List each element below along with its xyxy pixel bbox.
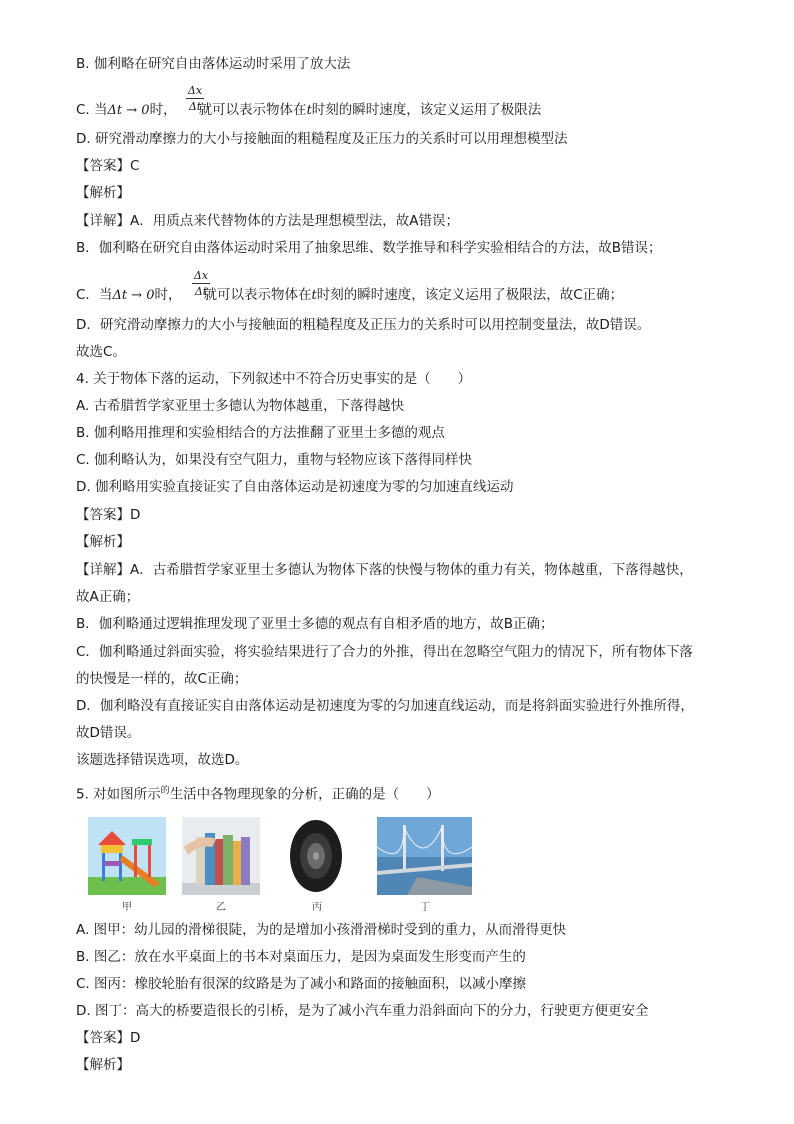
option-c-text-a: 就可以表示物体在 <box>198 102 307 118</box>
q5-option-d: D. 图丁：高大的桥要造很长的引桥，是为了减小汽车重力沿斜面向下的分力，行驶更方便更安全 <box>76 1003 649 1019</box>
books-image <box>182 817 260 895</box>
frac-denominator: Δt <box>188 100 202 113</box>
q5-option-a: A. 图甲：幼儿园的滑梯很陡，为的是增加小孩滑滑梯时受到的重力，从而滑得更快 <box>76 922 567 938</box>
detail-c-shi: 时， <box>154 287 182 303</box>
detail-c-limit: Δt → 0 <box>112 288 155 303</box>
question-5-b: 生活中各物理现象的分析，正确的是（ ） <box>169 786 440 803</box>
question-5 <box>76 782 440 804</box>
option-c-shi: 时， <box>149 102 177 118</box>
delta-x-over-delta-t <box>186 84 204 113</box>
q4-option-b: B. 伽利略用推理和实验相结合的方法推翻了亚里士多德的观点 <box>76 425 445 441</box>
detail-c <box>76 286 623 305</box>
caption-yi: 乙 <box>216 902 226 913</box>
analysis-label: 【解析】 <box>76 185 130 201</box>
q4-detail-c: C．伽利略通过斜面实验，将实验结果进行了合力的外推，得出在忽略空气阻力的情况下，所有物体下落 <box>76 644 693 660</box>
tire-image <box>285 817 347 895</box>
q4-detail-c-cont: 的快慢是一样的，故C正确； <box>76 671 248 687</box>
detail-frac-denominator: Δt <box>194 285 208 298</box>
q4-detail-b: B．伽利略通过逻辑推理发现了亚里士多德的观点有自相矛盾的地方，故B正确； <box>76 616 554 632</box>
detail-c-t: t <box>311 288 317 303</box>
q4-analysis-label: 【解析】 <box>76 534 130 550</box>
q5-analysis-label: 【解析】 <box>76 1057 130 1073</box>
question-5-de: 的 <box>160 786 170 796</box>
detail-c-text-a: 就可以表示物体在 <box>203 287 312 303</box>
question-4: 4. 关于物体下落的运动，下列叙述中不符合历史事实的是（ ） <box>76 371 472 387</box>
q4-option-c: C. 伽利略认为，如果没有空气阻力，重物与轻物应该下落得同样快 <box>76 452 473 468</box>
q4-detail-a: 【详解】A．古希腊哲学家亚里士多德认为物体下落的快慢与物体的重力有关，物体越重，下落得越快， <box>76 562 693 578</box>
q4-conclusion: 该题选择错误选项，故选D。 <box>76 752 249 768</box>
bridge-image <box>377 817 472 895</box>
q4-answer: 【答案】D <box>76 507 141 523</box>
q5-option-c: C. 图丙：橡胶轮胎有很深的纹路是为了减小和路面的接触面积，以减小摩擦 <box>76 976 527 992</box>
caption-jia: 甲 <box>122 902 132 913</box>
caption-bing: 丙 <box>312 902 322 913</box>
detail-c-text-b: 时刻的瞬时速度，该定义运用了极限法，故C正确； <box>316 287 624 303</box>
delta-t-limit: Δt → 0 <box>107 103 150 118</box>
detail-c-fraction <box>192 269 210 298</box>
option-c-prefix: C. 当 <box>76 102 108 118</box>
option-d: D. 研究滑动摩擦力的大小与接触面的粗糙程度及正压力的关系时可以用理想模型法 <box>76 131 568 147</box>
option-b: B. 伽利略在研究自由落体运动时采用了放大法 <box>76 56 351 72</box>
q4-option-a: A. 古希腊哲学家亚里士多德认为物体越重，下落得越快 <box>76 398 405 414</box>
conclusion: 故选C。 <box>76 344 126 360</box>
q4-detail-d-cont: 故D错误。 <box>76 725 141 741</box>
option-c <box>76 101 541 120</box>
detail-d: D．研究滑动摩擦力的大小与接触面的粗糙程度及正压力的关系时可以用控制变量法，故D错误。 <box>76 317 651 333</box>
q5-answer: 【答案】D <box>76 1030 141 1046</box>
option-c-t: t <box>306 103 312 118</box>
q4-option-d: D. 伽利略用实验直接证实了自由落体运动是初速度为零的匀加速直线运动 <box>76 479 514 495</box>
q4-detail-a-cont: 故A正确； <box>76 589 140 605</box>
slide-image <box>88 817 166 895</box>
q4-detail-d: D．伽利略没有直接证实自由落体运动是初速度为零的匀加速直线运动，而是将斜面实验进行外推所得， <box>76 698 694 714</box>
caption-ding: 丁 <box>420 902 430 913</box>
detail-a: 【详解】A．用质点来代替物体的方法是理想模型法，故A错误； <box>76 213 459 229</box>
option-c-text-b: 时刻的瞬时速度，该定义运用了极限法 <box>311 102 542 118</box>
frac-numerator: Δx <box>187 84 203 97</box>
question-5-a: 5. 对如图所示 <box>76 786 161 803</box>
detail-frac-bar <box>192 283 210 284</box>
q5-option-b: B. 图乙：放在水平桌面上的书本对桌面压力，是因为桌面发生形变而产生的 <box>76 949 526 965</box>
detail-b: B．伽利略在研究自由落体运动时采用了抽象思维、数学推导和科学实验相结合的方法，故B错误； <box>76 240 662 256</box>
frac-bar <box>186 98 204 99</box>
detail-frac-numerator: Δx <box>193 269 209 282</box>
answer-label: 【答案】C <box>76 158 140 174</box>
detail-c-prefix: C．当 <box>76 287 113 303</box>
